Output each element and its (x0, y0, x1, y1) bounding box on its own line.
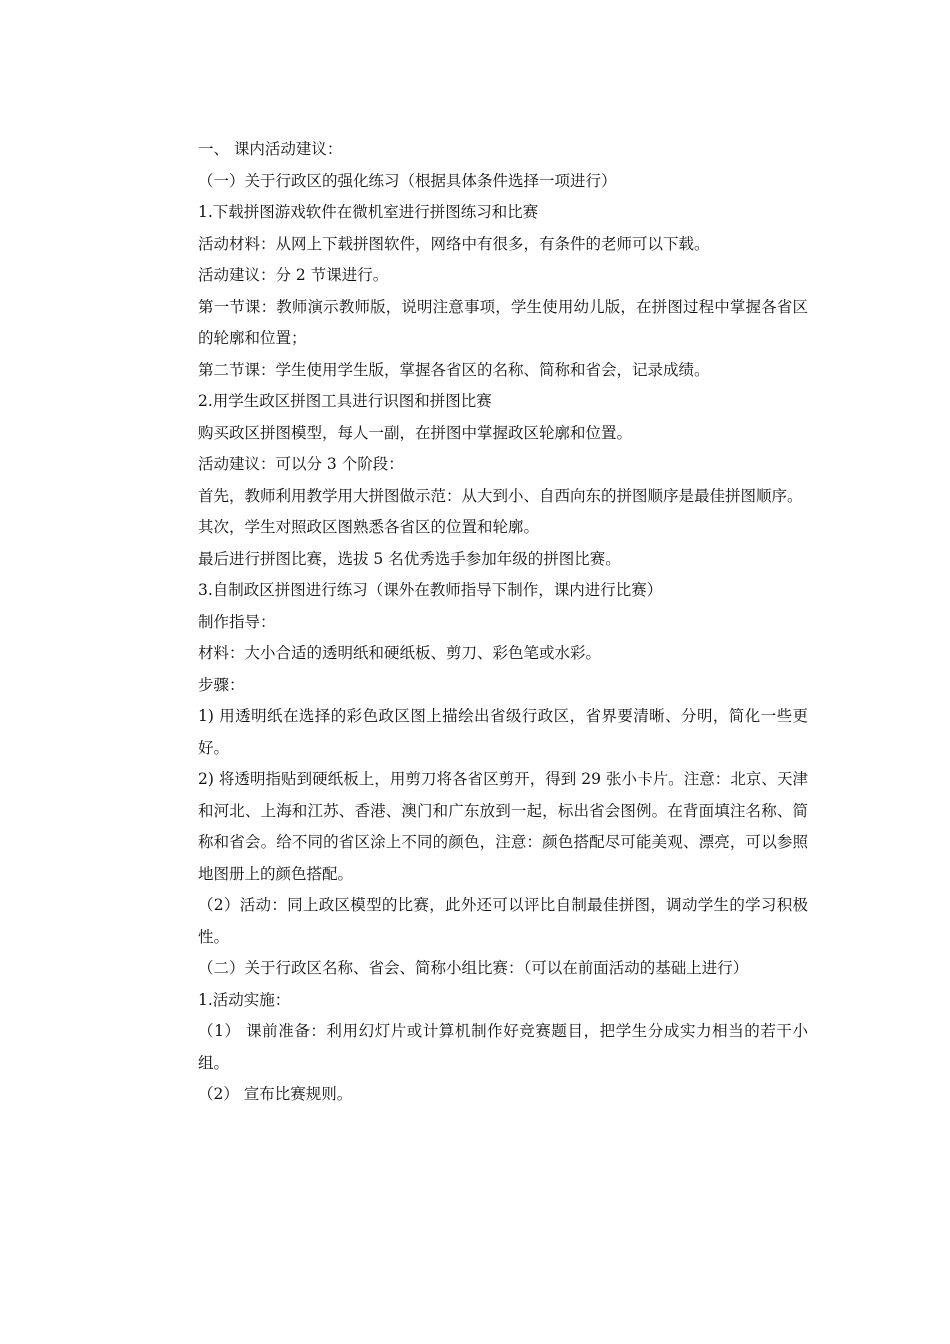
paragraph: 购买政区拼图模型，每人一副，在拼图中掌握政区轮廓和位置。 (198, 423, 633, 442)
paragraph: 第一节课：教师演示教师版，说明注意事项，学生使用幼儿版，在拼图过程中掌握各省区的轮廓和位置； (198, 297, 808, 347)
paragraph: 最后进行拼图比赛，选拔 5 名优秀选手参加年级的拼图比赛。 (198, 549, 621, 568)
paragraph: 活动建议：可以分 3 个阶段： (198, 455, 404, 473)
paragraph: （2）活动：同上政区模型的比赛，此外还可以评比自制最佳拼图，调动学生的学习积极性。 (198, 896, 808, 946)
subsection-heading-2: （二）关于行政区名称、省会、简称小组比赛：（可以在前面活动的基础上进行） (198, 959, 749, 977)
paragraph: 材料：大小合适的透明纸和硬纸板、剪刀、彩色笔或水彩。 (198, 644, 602, 662)
paragraph: 其次，学生对照政区图熟悉各省区的位置和轮廓。 (198, 518, 540, 536)
activity-title-1: 1.下载拼图游戏软件在微机室进行拼图练习和比赛 (198, 203, 539, 221)
section-heading-1: 一、 课内活动建议： (198, 140, 343, 158)
list-item: （1） 课前准备：利用幻灯片或计算机制作好竞赛题目，把学生分成实力相当的若干小组。 (198, 1022, 808, 1072)
paragraph: 步骤： (198, 675, 245, 694)
list-item: 1) 用透明纸在选择的彩色政区图上描绘出省级行政区，省界要清晰、分明，简化一些更好。 (198, 707, 808, 757)
paragraph: 首先，教师利用教学用大拼图做示范：从大到小、自西向东的拼图顺序是最佳拼图顺序。 (198, 486, 803, 505)
list-item: （2） 宣布比赛规则。 (198, 1085, 353, 1103)
paragraph: 第二节课：学生使用学生版，掌握各省区的名称、简称和省会，记录成绩。 (198, 360, 710, 379)
subsection-heading-1: （一）关于行政区的强化练习（根据具体条件选择一项进行） (198, 171, 617, 190)
activity-title-4: 1.活动实施： (198, 990, 291, 1009)
paragraph: 活动建议：分 2 节课进行。 (198, 266, 389, 284)
paragraph: 制作指导： (198, 612, 276, 631)
paragraph: 活动材料：从网上下载拼图软件，网络中有很多，有条件的老师可以下载。 (198, 234, 710, 253)
document-body (198, 134, 808, 1111)
activity-title-3: 3.自制政区拼图进行练习（课外在教师指导下制作，课内进行比赛） (198, 581, 663, 599)
activity-title-2: 2.用学生政区拼图工具进行识图和拼图比赛 (198, 392, 492, 410)
list-item: 2) 将透明指贴到硬纸板上，用剪刀将各省区剪开，得到 29 张小卡片。注意：北京、天津和河北、上海和江苏、香港、澳门和广东放到一起，标出省会图例。在背面填注名称、简称和省会。给不同的省区涂上不同的颜色，注意：颜色搭配尽可能美观、漂亮，可以参照地图册上的颜色搭配。 (198, 770, 808, 883)
